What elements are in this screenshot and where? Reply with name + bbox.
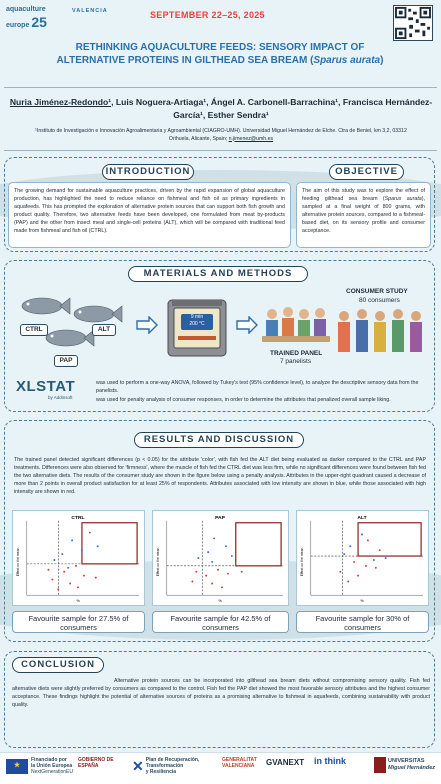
logo-line1: aquaculture (6, 6, 46, 13)
materials-heading: MATERIALS AND METHODS (128, 266, 308, 282)
penalty-chart-pap (152, 510, 289, 606)
panel-count: 7 panelists (280, 358, 312, 365)
email-link[interactable]: n.jimenez@umh.es (228, 135, 274, 142)
divider (4, 87, 437, 88)
divider (4, 150, 437, 151)
chart-title: PAP (215, 515, 225, 521)
logo-number: 25 (31, 14, 47, 30)
chart-title: ALT (357, 515, 367, 521)
favourite-pap: Favourite sample for 42.5% of consumers (152, 611, 289, 633)
trained-panel-illustration (262, 304, 330, 350)
gva-logo: GENERALITAT VALENCIANA (222, 757, 257, 769)
aquaculture-europe-logo (6, 6, 68, 32)
chart-xlabel: % (218, 598, 222, 604)
eu-flag-icon: ★ (6, 759, 28, 774)
title-line2: ALTERNATIVE PROTEINS IN GILTHEAD SEA BREAM (Sparus aurata) (56, 54, 384, 66)
eu-logo: ★ Financiado por la Unión Europea NextGenerationEU (6, 757, 73, 779)
arrow-right-icon (136, 316, 158, 339)
authors: Nuria Jiménez-Redondo¹, Luis Noguera-Artiaga¹, Ángel A. Carbonell-Barrachina¹, Francisca Hernández- García¹, Esther Sendra¹ (9, 97, 433, 120)
pap-label: PAP (54, 355, 78, 367)
results-heading: RESULTS AND DISCUSSION (134, 432, 304, 448)
logo-city: VALENCIA (72, 8, 108, 14)
results-text: The trained panel detected significant differences (p < 0.05) for the attribute 'color', with fish fed the ALT diet being evaluated as darker compared to the CTRL and PAP treatments. Differences were also observed for 'firmness', where the muscle of fish fed the CTRL diet was less firm, while no significant differences were found between fish fed the two alternative diets. The results of the consumer study are shown in the figure below using a penalty analysis. Attributes in the upper-right quadrant caused a decrease of more than 2 points in overall product satisfaction for at least 25% of respondents. Attributes associated with low intensity are shown in blue, while those associated with high intensity are shown in red. (14, 457, 426, 495)
qr-code[interactable] (393, 5, 433, 41)
methods-text-2: was used for penalty analysis of consumer responses, in order to determine the attributes that penalized overall sample liking. (96, 397, 391, 403)
chart-xlabel: % (76, 598, 80, 604)
consumer-group-illustration (334, 308, 430, 358)
plan-icon: ✕ (132, 758, 144, 774)
chart-ylabel: Effect on the mean (299, 547, 304, 577)
inthink-logo: in think (314, 756, 346, 766)
favourite-ctrl: Favourite sample for 27.5% of consumers (12, 611, 145, 633)
oven-display: 9 min 200 °C (181, 314, 213, 330)
introduction-text: The growing demand for sustainable aquaculture practices, driven by the rapid expansion of global aquaculture production, has highlighted the need to reduce reliance on fishmeal and fish oil as primary ingredients in aquafeeds. This has prompted the exploration of alternative protein sources that can support both fish growth and product quality. Therefore, two alternative feeds have been developed, one formulated from meat by-products (PAP) and the other from insect meal and single-cell proteins (ALT), which will be compared with traditional feed made from fishmeal and fish oil (CTRL). (8, 182, 291, 248)
objective-text: The aim of this study was to explore the effect of feeding gilthead sea bream (Sparus aurata), sampled at a final weight of 800 grams, with alternative protein sources, compared to a fishmeal-based diet, on its sensory profile and consumer acceptance. (296, 182, 431, 248)
gvanext-logo: GVANEXT (266, 758, 305, 767)
title-line1: RETHINKING AQUACULTURE FEEDS: SENSORY IMPACT OF (75, 42, 365, 53)
xlstat-logo: XLSTAT (16, 378, 76, 395)
poster-title (30, 42, 410, 67)
chart-title: CTRL (71, 515, 85, 521)
first-author: Nuria Jiménez-Redondo¹ (9, 97, 112, 107)
favourite-alt: Favourite sample for 30% of consumers (296, 611, 429, 633)
umh-logo: UNIVERSITAS Miguel Hernández (374, 757, 435, 779)
affiliation: ¹Instituto de Investigación e Innovación Agroalimentaria y Agroambiental (CIAGRO-UMH). Universidad Miguel Hernández de Elche. Ctra de Beniel, km 3,2, 03312 Orihuela, Alicante, Spain; n.jimenez@umh.es (35, 128, 407, 142)
introduction-heading: INTRODUCTION (102, 164, 194, 180)
conclusion-text: Alternative protein sources can be incorporated into gilthead sea bream diets without compromising sensory quality. Fish fed alternative diets were slightly preferred by consumers as compared to the control. Fish fed the PAP diet showed the most favorable sensory attributes and the highest consumer acceptance. These findings highlight the potential of alternative sources of proteins as a promising alternative to fishmeal in aquafeeds, combining sustainability with product quality. (12, 678, 430, 708)
logo-line2: europe (6, 22, 30, 29)
methods-text-1: was used to perform a one-way ANOVA, followed by Tukey's test (95% confidence level), to analyze the descriptive sensory data from the panelists. (96, 380, 419, 394)
consumer-title: CONSUMER STUDY (346, 288, 408, 295)
arrow-right-icon (236, 316, 258, 339)
ministry-logo: GOBIERNO DE ESPAÑA (78, 757, 114, 769)
alt-label: ALT (92, 324, 116, 336)
chart-xlabel: % (360, 598, 364, 604)
ctrl-label: CTRL (20, 324, 48, 336)
penalty-chart-alt (296, 510, 429, 606)
umh-shield-icon (374, 757, 386, 773)
panel-title: TRAINED PANEL (270, 350, 323, 357)
event-date: SEPTEMBER 22–25, 2025 (150, 10, 265, 20)
conclusion-heading: CONCLUSION (12, 657, 104, 673)
qr-code-icon (394, 6, 432, 40)
plan-logo: ✕ Plan de Recuperación, Transformación y Resiliencia (132, 757, 200, 775)
chart-ylabel: Effect on the mean (155, 547, 160, 577)
xlstat-sub: by Addinsoft (48, 395, 73, 400)
consumer-count: 80 consumers (359, 297, 400, 304)
objective-heading: OBJECTIVE (329, 164, 404, 180)
chart-ylabel: Effect on the mean (15, 547, 20, 577)
penalty-chart-ctrl (12, 510, 145, 606)
